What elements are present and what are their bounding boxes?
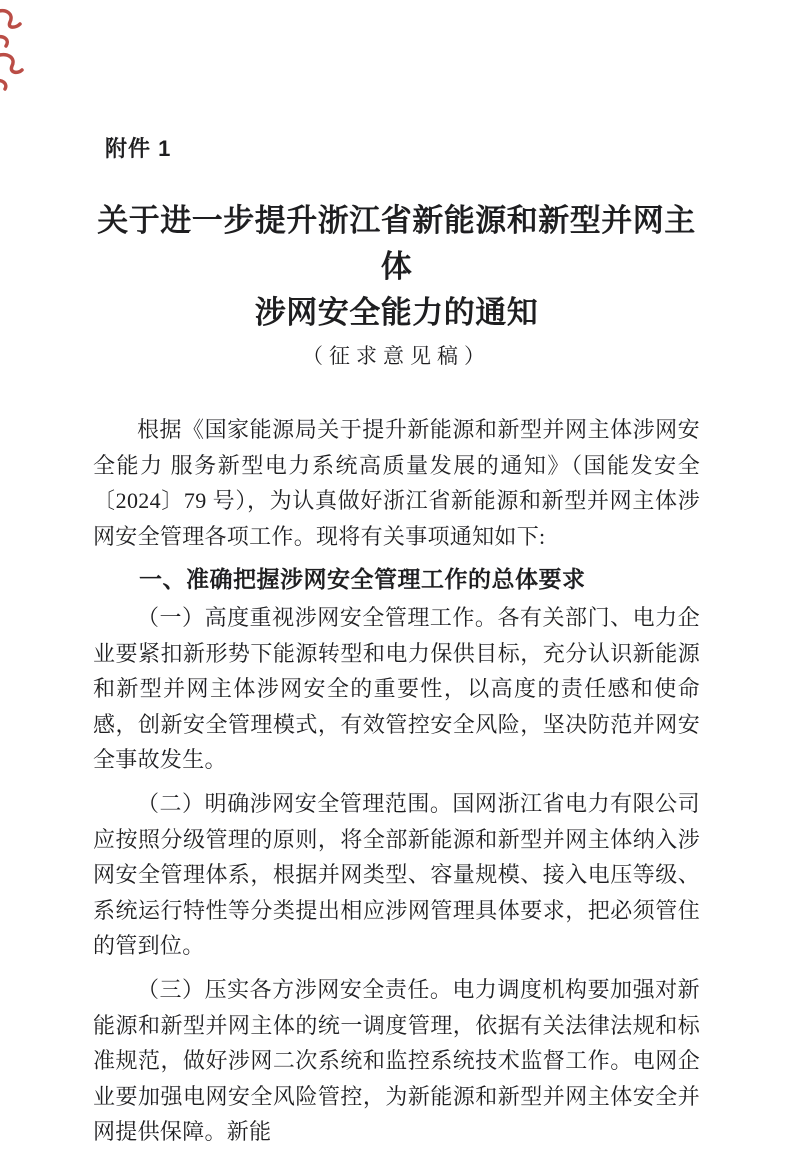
document-subtitle-draft-note: （征求意见稿）	[302, 344, 491, 368]
section-1-heading: 一、准确把握涉网安全管理工作的总体要求	[139, 566, 586, 593]
attachment-label: 附件 1	[105, 136, 172, 161]
document-title	[93, 198, 700, 336]
document-body	[93, 412, 700, 1150]
section-1-paragraph-3: （三）压实各方涉网安全责任。电力调度机构要加强对新能源和新型并网主体的统一调度管理，依据有关法律法规和标准规范，做好涉网二次系统和监控系统技术监督工作。电网企业要加强电网安全风险管控，为新能源和新型并网主体安全并网提供保障。新能	[93, 976, 700, 1145]
document-title-line2: 涉网安全能力的通知	[254, 295, 539, 330]
red-ink-mark-icon	[0, 4, 46, 94]
intro-paragraph: 根据《国家能源局关于提升新能源和新型并网主体涉网安全能力 服务新型电力系统高质量发展的通知》（国能发安全〔2024〕79 号），为认真做好浙江省新能源和新型并网主体涉网安全管理各项工作。现将有关事项通知如下:	[93, 417, 700, 549]
document-title-line1: 关于进一步提升浙江省新能源和新型并网主体	[97, 203, 696, 284]
section-1-paragraph-2: （二）明确涉网安全管理范围。国网浙江省电力有限公司应按照分级管理的原则，将全部新能源和新型并网主体纳入涉网安全管理体系，根据并网类型、容量规模、接入电压等级、系统运行特性等分类提出相应涉网管理具体要求，把必须管住的管到位。	[93, 790, 700, 959]
section-1-paragraph-1: （一）高度重视涉网安全管理工作。各有关部门、电力企业要紧扣新形势下能源转型和电力保供目标，充分认识新能源和新型并网主体涉网安全的重要性，以高度的责任感和使命感，创新安全管理模式，有效管控安全风险，坚决防范并网安全事故发生。	[93, 604, 700, 773]
